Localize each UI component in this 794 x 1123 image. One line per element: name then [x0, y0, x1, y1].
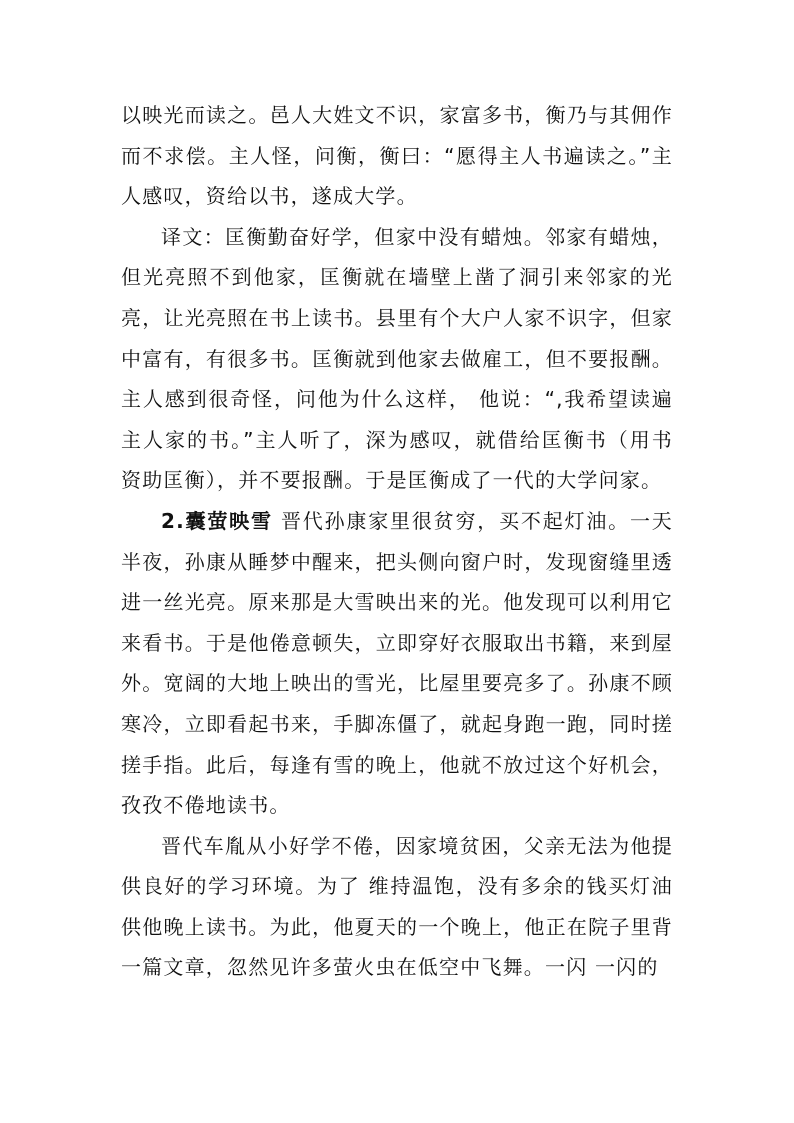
paragraph-che-yin-story: 晋代车胤从小好学不倦，因家境贫困，父亲无法为他提供良好的学习环境。为了 维持温饱，没有多余的钱买灯油供他晚上读书。为此，他夏天的一个晚上，他正在院子里背一篇文章，忽然见许多萤火虫在低空中飞舞。一闪 一闪的 — [121, 833, 673, 980]
paragraph-sun-kang-text: 晋代孙康家里很贫穷，买不起灯油。一天半夜，孙康从睡梦中醒来，把头侧向窗户时，发现窗缝里透进一丝光亮。原来那是大雪映出来的光。他发现可以利用它来看书。于是他倦意顿失，立即穿好衣服取出书籍，来到屋外。宽阔的大地上映出的雪光，比屋里要亮多了。孙康不顾寒冷，立即看起书来，手脚冻僵了，就起身跑一跑，同时搓搓手指。此后，每逢有雪的晚上，他就不放过这个好机会，孜孜不倦地读书。 — [121, 508, 673, 818]
section-heading: 2.囊萤映雪 — [161, 508, 273, 533]
paragraph-translation: 译文：匡衡勤奋好学，但家中没有蜡烛。邻家有蜡烛，但光亮照不到他家，匡衡就在墙壁上凿了洞引来邻家的光亮，让光亮照在书上读书。县里有个大户人家不识字，但家中富有，有很多书。匡衡就到他家去做雇工，但不要报酬。主人感到很奇怪，问他为什么这样， 他说：“,我希望读遍主人家的书。”主人听了，深为感叹，就借给匡衡书（用书资助匡衡），并不要报酬。于是匡衡成了一代的大学问家。 — [121, 224, 673, 493]
paragraph-sun-kang-story — [121, 501, 673, 826]
paragraph-classical-text: 以映光而读之。邑人大姓文不识，家富多书，衡乃与其佣作而不求偿。主人怪，问衡，衡曰：“愿得主人书遍读之。”主人感叹，资给以书，遂成大学。 — [121, 103, 673, 209]
document-body — [121, 95, 673, 988]
